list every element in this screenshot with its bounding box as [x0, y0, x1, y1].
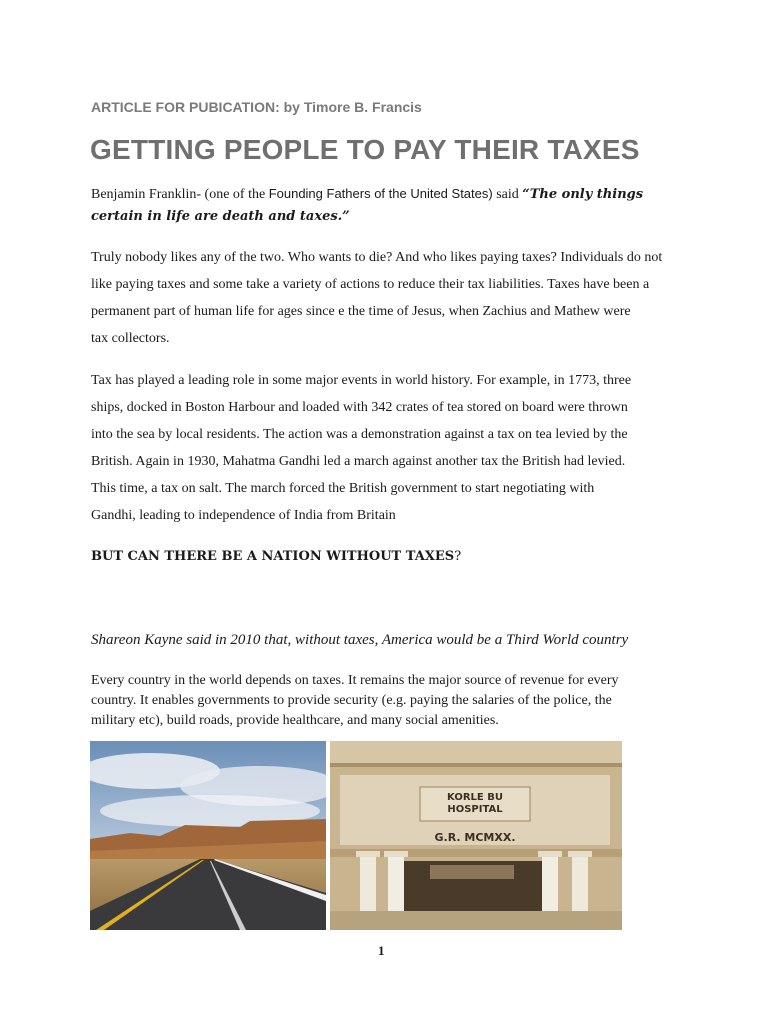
- paragraph-line: Gandhi, leading to independence of India from Britain: [91, 508, 396, 523]
- section-heading-text: BUT CAN THERE BE A NATION WITHOUT TAXES: [91, 549, 455, 564]
- paragraph-line: permanent part of human life for ages since e the time of Jesus, when Zachius and Mathew were: [91, 304, 631, 319]
- paragraph-3: [91, 671, 691, 731]
- intro-text-1: Benjamin Franklin- (one of the: [91, 187, 269, 202]
- franklin-quote-2: certain in life are death and taxes.”: [91, 209, 350, 224]
- paragraph-line: This time, a tax on salt. The march forced the British government to start negotiating with: [91, 481, 595, 496]
- page-number: 1: [378, 943, 385, 958]
- intro-text-3: said: [492, 187, 523, 202]
- kayne-quote: Shareon Kayne said in 2010 that, without taxes, America would be a Third World country: [91, 632, 629, 648]
- article-title: GETTING PEOPLE TO PAY THEIR TAXES: [90, 134, 640, 165]
- paragraph-line: military etc), build roads, provide healthcare, and many social amenities.: [91, 713, 499, 728]
- paragraph-line: Truly nobody likes any of the two. Who wants to die? And who likes paying taxes? Individuals do not: [91, 250, 663, 265]
- paragraph-2: [91, 367, 691, 529]
- paragraph-line: Tax has played a leading role in some major events in world history. For example, in 1773, three: [91, 373, 632, 388]
- intro-paragraph: [91, 183, 691, 228]
- paragraph-line: tax collectors.: [91, 331, 170, 346]
- intro-text-2: Founding Fathers of the United States): [268, 186, 493, 201]
- paragraph-line: like paying taxes and some take a variety of actions to reduce their tax liabilities. Taxes have been a: [91, 277, 650, 292]
- byline: ARTICLE FOR PUBICATION: by Timore B. Francis: [91, 99, 422, 115]
- paragraph-line: British. Again in 1930, Mahatma Gandhi led a march against another tax the British had levied.: [91, 454, 626, 469]
- hospital-photo: [330, 741, 622, 930]
- hospital-image: [330, 741, 622, 930]
- hospital-sign-date: G.R. MCMXX.: [434, 831, 516, 844]
- paragraph-line: country. It enables governments to provide security (e.g. paying the salaries of the police, the: [91, 693, 612, 708]
- section-heading-qm: ?: [454, 549, 462, 564]
- section-heading: [91, 549, 461, 564]
- hospital-sign-line2: HOSPITAL: [447, 804, 503, 815]
- paragraph-line: into the sea by local residents. The action was a demonstration against a tax on tea levied by the: [91, 427, 628, 442]
- franklin-quote-1: “The only things: [522, 187, 644, 202]
- road-image: [90, 741, 326, 930]
- paragraph-line: ships, docked in Boston Harbour and loaded with 342 crates of tea stored on board were thrown: [91, 400, 628, 415]
- hospital-sign-line1: KORLE BU: [447, 792, 503, 803]
- paragraph-line: Every country in the world depends on taxes. It remains the major source of revenue for every: [91, 673, 619, 688]
- road-photo: [90, 741, 326, 930]
- paragraph-1: [91, 244, 691, 352]
